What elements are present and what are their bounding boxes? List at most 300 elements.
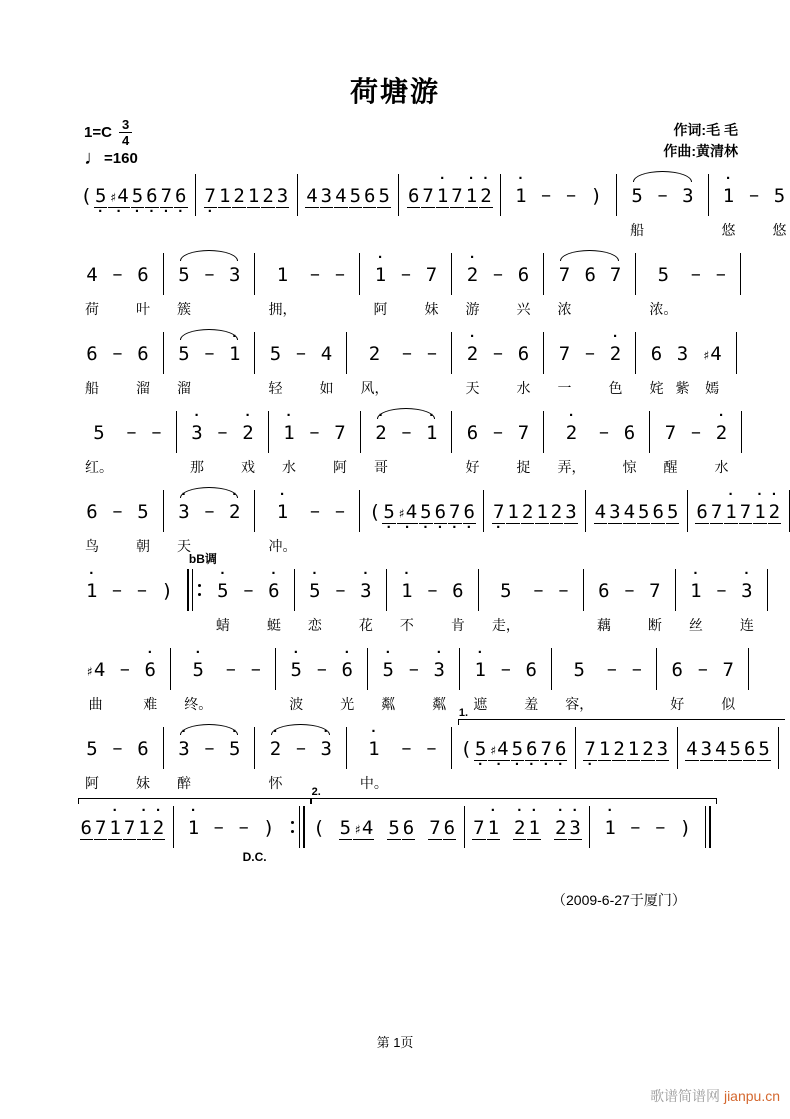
octave-dot-above	[525, 725, 538, 737]
octave-dot-below	[499, 682, 512, 692]
note-token	[85, 409, 113, 477]
octave-dot-above	[123, 804, 136, 816]
octave-dot-above: ·	[194, 407, 200, 424]
note-digit: 3	[320, 185, 333, 207]
note-token	[184, 646, 212, 714]
octave-dot-below	[353, 840, 374, 850]
note-value: −	[335, 265, 345, 284]
note-token	[334, 567, 347, 635]
note-token	[377, 172, 390, 240]
tempo-marking	[84, 149, 138, 167]
note-value: −	[238, 818, 249, 837]
note-token	[174, 172, 187, 240]
note-token	[319, 330, 333, 398]
note-digit: 4	[405, 501, 418, 523]
lyric: 怀	[268, 775, 283, 791]
octave-dot-below	[136, 366, 150, 376]
note-token	[513, 804, 526, 872]
note-digit: 2	[368, 343, 381, 365]
note-digit: 7	[449, 501, 461, 523]
watermark-site-name: 歌谱简谱网	[650, 1088, 721, 1104]
octave-dot-below	[622, 445, 636, 455]
octave-dot-above	[594, 488, 607, 500]
lyric	[363, 220, 376, 240]
octave-dot-below	[473, 682, 487, 692]
octave-dot-below	[436, 208, 449, 218]
octave-dot-below	[203, 366, 216, 376]
note-digit: 5	[474, 738, 487, 760]
octave-dot-above	[136, 725, 150, 737]
volta-segment	[78, 804, 311, 872]
octave-dot-below	[739, 524, 752, 534]
date-note: （2009-6-27于厦门）	[552, 892, 686, 908]
octave-dot-below	[216, 445, 229, 455]
octave-dot-above: ·	[190, 802, 196, 819]
octave-dot-below	[656, 208, 669, 218]
note-digit: 3	[276, 185, 289, 207]
thin-bar	[789, 490, 790, 532]
note-digit: 1	[722, 185, 735, 207]
note-digit: 3	[741, 580, 753, 602]
note-digit: 5	[388, 817, 400, 839]
note-value: −	[250, 660, 261, 679]
barline	[583, 569, 584, 611]
octave-dot-below	[700, 761, 713, 771]
note-digit: 1	[627, 738, 640, 760]
note-digit: 5	[378, 185, 390, 207]
note-value: )	[263, 817, 275, 839]
lyric	[514, 220, 527, 240]
note-token	[491, 409, 504, 477]
thin-bar	[163, 253, 164, 295]
octave-dot-below	[261, 208, 274, 218]
lyric: 鸟	[85, 538, 99, 554]
note-token	[609, 251, 622, 319]
note-token	[111, 330, 124, 398]
octave-dot-below	[118, 682, 131, 692]
octave-dot-above	[463, 488, 476, 500]
measure	[551, 330, 628, 398]
octave-dot-below	[701, 366, 722, 376]
octave-dot-above	[400, 725, 413, 737]
note-digit: 1	[86, 580, 98, 602]
note-digit: 7	[94, 817, 107, 839]
note-digit: 6	[584, 264, 596, 286]
measure	[394, 567, 471, 635]
note-token	[721, 646, 735, 714]
lyric	[492, 536, 505, 556]
key-change-label: bB调	[188, 552, 217, 566]
note-token	[320, 172, 333, 240]
sharp-icon: ♯	[86, 665, 94, 680]
octave-dot-below	[605, 682, 618, 692]
octave-dot-below	[506, 524, 519, 534]
note-digit: 6	[650, 343, 663, 365]
score-segment	[78, 409, 748, 477]
volta-label: 2.	[311, 786, 321, 798]
lyric	[506, 536, 519, 556]
note-token	[333, 251, 346, 319]
measure	[79, 488, 156, 556]
octave-dot-below	[540, 208, 553, 218]
octave-dot-below	[312, 840, 325, 850]
octave-dot-below	[402, 840, 415, 850]
octave-dot-above	[308, 251, 321, 263]
note-token	[768, 488, 781, 556]
octave-dot-above	[85, 646, 106, 658]
note-token	[177, 251, 191, 319]
score-segment	[78, 552, 774, 635]
lyric: 船	[85, 380, 99, 396]
score-line	[78, 251, 760, 330]
measure	[368, 409, 444, 477]
lyric	[137, 852, 150, 872]
thin-bar	[708, 174, 709, 216]
octave-dot-above	[739, 488, 752, 500]
octave-dot-below	[459, 761, 472, 771]
octave-dot-below	[294, 366, 307, 376]
note-token	[268, 725, 282, 793]
note-token	[557, 251, 571, 319]
lyric: 溜	[136, 380, 150, 396]
measure	[171, 725, 247, 793]
octave-dot-above	[333, 409, 347, 421]
measure	[657, 409, 734, 477]
barline	[163, 490, 164, 532]
octave-dot-above	[312, 804, 325, 816]
octave-dot-above: ·	[363, 565, 369, 582]
measure	[305, 172, 392, 240]
octave-dot-below	[228, 761, 241, 771]
octave-dot-above	[649, 251, 677, 263]
note-digit: 3	[565, 501, 577, 523]
octave-dot-above	[608, 488, 621, 500]
measure	[375, 646, 452, 714]
lyric	[228, 773, 241, 793]
octave-dot-below	[110, 603, 123, 613]
note-digit: 5	[631, 185, 643, 207]
measure	[508, 172, 609, 240]
measure	[79, 804, 166, 872]
note-digit: 5	[511, 738, 524, 760]
octave-dot-below	[333, 524, 346, 534]
lyric	[319, 773, 332, 793]
note-digit: 7	[473, 817, 485, 839]
octave-dot-below	[695, 524, 708, 534]
note-digit: 6	[137, 343, 149, 365]
note-digit: 2	[550, 501, 563, 523]
lyric	[334, 220, 347, 240]
octave-dot-below	[514, 208, 527, 218]
note-digit: 1	[247, 185, 260, 207]
octave-dot-below	[598, 761, 611, 771]
note-digit: 6	[517, 264, 530, 286]
lyric	[308, 536, 321, 556]
note-token	[542, 804, 553, 872]
score-line	[78, 552, 760, 646]
lyric	[748, 220, 761, 240]
note-digit: 7	[609, 264, 622, 286]
slur-group	[551, 251, 628, 319]
lyric	[247, 220, 260, 240]
note-digit: 5	[382, 659, 394, 681]
note-value: −	[316, 660, 327, 679]
lyric	[491, 457, 504, 477]
thin-bar	[254, 332, 255, 374]
octave-dot-below	[689, 603, 703, 613]
thin-bar	[543, 253, 544, 295]
barline	[705, 806, 711, 848]
lyric	[491, 299, 504, 319]
octave-dot-above	[333, 488, 346, 500]
note-token	[557, 567, 570, 635]
note-digit: 5	[269, 343, 282, 365]
lyric	[308, 299, 321, 319]
note-token	[648, 567, 662, 635]
octave-dot-below	[308, 603, 322, 613]
thin-bar	[736, 332, 737, 374]
note-token	[111, 488, 124, 556]
octave-dot-above	[685, 725, 698, 737]
lyric	[594, 536, 607, 556]
octave-dot-above	[695, 488, 708, 500]
note-token	[228, 251, 241, 319]
octave-dot-below	[294, 761, 307, 771]
lyric	[472, 852, 485, 872]
note-token	[612, 725, 625, 793]
note-digit: 5	[94, 185, 107, 207]
note-digit: 1	[374, 264, 387, 286]
lyric	[402, 852, 415, 872]
octave-dot-above: ·	[232, 486, 238, 503]
octave-dot-below	[94, 840, 107, 850]
note-digit: 6	[341, 659, 353, 681]
note-token	[123, 804, 136, 872]
lyric: 色	[608, 380, 623, 396]
lyric	[334, 615, 347, 635]
note-value: −	[691, 423, 701, 442]
note-token	[111, 251, 124, 319]
octave-dot-above	[637, 488, 650, 500]
note-token	[145, 172, 158, 240]
lyric	[768, 536, 781, 556]
octave-dot-below	[565, 682, 593, 692]
note-value: −	[599, 423, 609, 442]
note-value: −	[335, 502, 345, 521]
note-token	[675, 330, 689, 398]
note-token	[339, 804, 352, 872]
octave-dot-above	[565, 646, 593, 658]
octave-dot-above: ·	[728, 486, 734, 503]
note-token	[363, 172, 376, 240]
octave-dot-above	[110, 567, 123, 579]
thin-bar	[740, 253, 741, 295]
note-token	[597, 409, 610, 477]
lyric	[450, 220, 463, 240]
lyric	[426, 615, 439, 635]
measure	[551, 251, 628, 319]
octave-dot-above	[459, 725, 472, 737]
note-value: −	[112, 739, 123, 758]
octave-dot-above	[387, 804, 400, 816]
octave-dot-below: ·	[163, 203, 169, 220]
time-signature	[119, 118, 132, 147]
thin-bar	[163, 727, 164, 769]
octave-dot-above	[557, 567, 570, 579]
lyric	[242, 615, 255, 635]
octave-dot-above	[450, 172, 463, 184]
note-digit: 7	[558, 343, 571, 365]
octave-dot-above: ·	[232, 723, 238, 740]
note-token	[85, 646, 106, 714]
note-token	[232, 172, 245, 240]
note-token	[724, 488, 737, 556]
octave-dot-below	[136, 524, 150, 534]
watermark-domain-link[interactable]: jianpu.cn	[723, 1088, 780, 1104]
octave-dot-above	[262, 804, 275, 816]
octave-dot-below	[425, 445, 438, 455]
octave-dot-above	[308, 488, 321, 500]
note-value: −	[566, 186, 576, 205]
octave-dot-below	[651, 524, 664, 534]
sharp-icon: ♯	[489, 744, 498, 759]
octave-dot-above	[145, 172, 158, 184]
thin-bar	[451, 332, 452, 374]
octave-dot-above	[506, 488, 519, 500]
octave-dot-above	[491, 251, 504, 263]
octave-dot-above	[204, 172, 217, 184]
note-token	[212, 804, 225, 872]
measure	[171, 488, 247, 556]
octave-dot-above	[557, 251, 571, 263]
note-token	[228, 330, 241, 398]
octave-dot-above	[670, 646, 684, 658]
lyric: 遮	[473, 696, 488, 712]
note-digit: 2	[768, 501, 781, 523]
note-value: −	[112, 344, 123, 363]
barline	[635, 332, 636, 374]
octave-dot-below	[377, 208, 390, 218]
note-token	[80, 172, 93, 240]
note-token	[224, 646, 237, 714]
measure	[262, 488, 352, 556]
note-token	[679, 804, 692, 872]
lyric	[521, 536, 534, 556]
note-token	[426, 567, 439, 635]
lyric	[656, 220, 669, 240]
note-token	[583, 330, 596, 398]
note-digit: 5	[349, 185, 362, 207]
note-token	[333, 488, 346, 556]
note-token	[527, 804, 540, 872]
octave-dot-below	[242, 603, 255, 613]
note-token	[627, 725, 640, 793]
lyric	[724, 536, 737, 556]
lyric	[308, 457, 321, 477]
barline	[451, 332, 452, 374]
lyric	[203, 299, 216, 319]
note-token	[722, 172, 736, 240]
octave-dot-below	[710, 524, 723, 534]
note-token	[110, 567, 123, 635]
octave-dot-above: ·	[518, 170, 524, 187]
octave-dot-below	[714, 761, 727, 771]
octave-dot-below	[360, 761, 388, 771]
octave-dot-below	[85, 761, 99, 771]
octave-dot-below	[597, 445, 610, 455]
octave-dot-below	[237, 840, 250, 850]
note-token	[550, 488, 563, 556]
barline	[551, 648, 552, 690]
lyric: 风，	[360, 380, 389, 396]
barline	[589, 806, 590, 848]
lyric	[583, 773, 596, 793]
lyric	[598, 773, 611, 793]
note-digit: 4	[623, 501, 636, 523]
octave-dot-below	[557, 366, 571, 376]
lyric	[532, 615, 545, 635]
thin-bar	[656, 648, 657, 690]
octave-dot-above	[651, 488, 664, 500]
octave-dot-above	[511, 725, 524, 737]
octave-dot-below: ·	[437, 519, 443, 536]
barline	[740, 253, 741, 295]
octave-dot-above	[700, 725, 713, 737]
thin-bar	[649, 411, 650, 453]
note-token	[629, 804, 642, 872]
thin-bar	[294, 569, 295, 611]
volta-segment	[311, 786, 718, 872]
octave-dot-above: ·	[271, 565, 277, 582]
measure	[367, 251, 444, 319]
note-digit: 7	[558, 264, 571, 286]
lyric: 阿	[85, 775, 99, 791]
lyric	[125, 457, 138, 477]
octave-dot-above: ·	[293, 644, 299, 661]
octave-dot-below	[212, 840, 225, 850]
note-digit: 7	[451, 185, 463, 207]
octave-dot-below	[637, 524, 650, 534]
note-digit: 1	[725, 501, 737, 523]
note-value: (	[80, 185, 92, 207]
octave-dot-above	[491, 330, 504, 342]
octave-dot-above: ·	[155, 802, 161, 819]
lyric	[111, 378, 124, 398]
note-token	[400, 567, 414, 635]
lyric	[627, 773, 640, 793]
lyric	[696, 694, 709, 714]
tempo-value: =160	[104, 149, 138, 167]
octave-dot-above	[492, 567, 520, 579]
lyric	[145, 220, 158, 240]
note-value: −	[112, 502, 123, 521]
note-digit: 6	[525, 659, 537, 681]
note-token	[565, 646, 593, 714]
octave-dot-below	[381, 682, 395, 692]
note-digit: 3	[191, 422, 203, 444]
quarter-note-icon: ♩	[84, 147, 104, 169]
octave-dot-above: ·	[220, 565, 226, 582]
octave-dot-below	[472, 840, 485, 850]
barline	[195, 174, 196, 216]
octave-dot-above	[748, 172, 761, 184]
barline	[187, 552, 217, 611]
note-digit: 5	[290, 659, 302, 681]
octave-dot-below	[218, 208, 231, 218]
octave-dot-below	[492, 603, 520, 613]
octave-dot-below	[426, 603, 439, 613]
note-digit: 2	[466, 264, 479, 286]
